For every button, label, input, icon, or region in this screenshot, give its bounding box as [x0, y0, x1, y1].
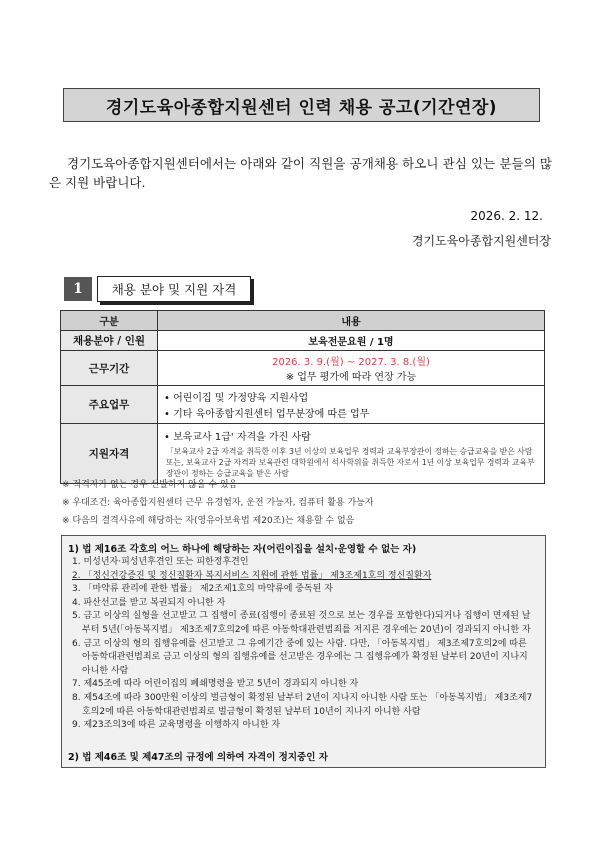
notes-list	[62, 477, 374, 531]
notice-date: 2026. 2. 12.	[470, 209, 543, 223]
disqualification-item: 7. 제45조에 따라 어린이집의 폐쇄명령을 받고 5년이 경과되지 아니한 자	[72, 679, 359, 690]
disqualification-item: 9. 제23조의3에 따른 교육명령을 이행하지 아니한 자	[72, 720, 281, 731]
table-header-content: 내용	[158, 311, 545, 331]
table-header-category: 구분	[61, 311, 158, 331]
field-value: 보육전문요원 / 1명	[158, 331, 545, 351]
intro-text: 경기도육아종합지원센터에서는 아래와 같이 직원을 공개채용 하오니 관심 있는 분들의 많은 지원 바랍니다.	[49, 156, 552, 190]
disqualification-box	[61, 535, 546, 768]
note-item: ※ 다음의 결격사유에 해당하는 자(영유아보육법 제20조)는 채용할 수 없음	[62, 516, 355, 526]
qualification-detail: 「보육교사 2급 자격을 취득한 이후 3년 이상의 보육업무 경력과 교육부장관이 정하는 승급교육을 받은 사람 또는, 보육교사 2급 자격과 보육관련 대학원에서 석사학위를 취득한 자로서 1년 이상 보육업무 경력과 교육부장관이 정하는 승급교육을 받은 사람	[166, 446, 535, 478]
period-label: 근무기간	[61, 351, 158, 386]
disqualification-item: 4. 파산선고를 받고 복권되지 아니한 자	[72, 597, 226, 608]
disqualification-item: 8. 제54조에 따라 300만원 이상의 벌금형이 확정된 날부터 2년이 지나지 아니한 사람 또는 「아동복지법」 제3조제7호의2에 따른 아동학대관련범죄로 벌금형이 확정된 날부터 10년이 지나지 아니한 사람	[72, 692, 533, 717]
disqualification-item: 2. 「정신건강증진 및 정신질환자 복지서비스 지원에 관한 법률」 제3조제1호의 정신질환자	[72, 570, 432, 581]
recruitment-table	[60, 310, 545, 484]
issuing-organization: 경기도육아종합지원센터장	[411, 234, 551, 248]
disqualification-item: 1. 미성년자·피성년후견인 또는 피한정후견인	[72, 557, 249, 567]
note-item: ※ 적격자가 없는 경우 선발하지 않을 수 있음	[62, 480, 238, 490]
page-title: 경기도육아종합지원센터 인력 채용 공고(기간연장)	[63, 88, 540, 122]
period-note: ※ 업무 평가에 따라 연장 가능	[285, 372, 417, 383]
qualification-item: • 보육교사 1급' 자격을 가진 사람	[164, 428, 540, 443]
period-value: 2026. 3. 9.(월) ~ 2027. 3. 8.(월)	[272, 357, 430, 368]
disqualification-heading: 1) 법 제16조 각호의 어느 하나에 해당하는 자(어린이집을 설치·운영할 수 없는 자)	[68, 544, 417, 555]
section-number: 1	[64, 277, 92, 301]
disqualification-list	[72, 556, 535, 733]
disqualification-item: 5. 금고 이상의 실형을 선고받고 그 집행이 종료(집행이 종료된 것으로 보는 경우를 포함한다)되거나 집행이 면제된 날부터 5년(「아동복지법」 제3조제7호의2에 따른 아동학대관련범죄를 저지른 경우에는 20년)이 경과되지 아니한 자	[72, 611, 531, 635]
duty-item: • 어린이집 및 가정양육 지원사업	[164, 389, 540, 404]
qualification-cell	[158, 424, 545, 484]
qualification-label: 지원자격	[61, 424, 158, 484]
duty-item: • 기타 육아종합지원센터 업무분장에 따른 업무	[164, 405, 540, 420]
disqualification-item: 3. 「마약류 관리에 관한 법률」 제2조제1호의 마약류에 중독된 자	[72, 584, 333, 595]
field-label: 채용분야 / 인원	[61, 331, 158, 351]
disqualification-heading: 2) 법 제46조 및 제47조의 규정에 의하여 자격이 정지중인 자	[68, 752, 328, 763]
note-item: ※ 우대조건: 육아종합지원센터 근무 유경험자, 운전 가능자, 컴퓨터 활용 가능자	[62, 498, 374, 508]
duty-label: 주요업무	[61, 386, 158, 424]
section-title: 채용 분야 및 지원 자격	[97, 276, 251, 302]
period-cell	[158, 351, 545, 386]
disqualification-item: 6. 금고 이상의 형의 집행유예를 선고받고 그 유예기간 중에 있는 사람. 다만, 「아동복지법」 제3조제7호의2에 따른 아동학대관련범죄로 금고 이상의 형의 집행유예를 선고받은 경우에는 그 집행유예가 확정된 날부터 20년이 지나지 아니한 사람	[72, 638, 528, 676]
duty-cell	[158, 386, 545, 424]
